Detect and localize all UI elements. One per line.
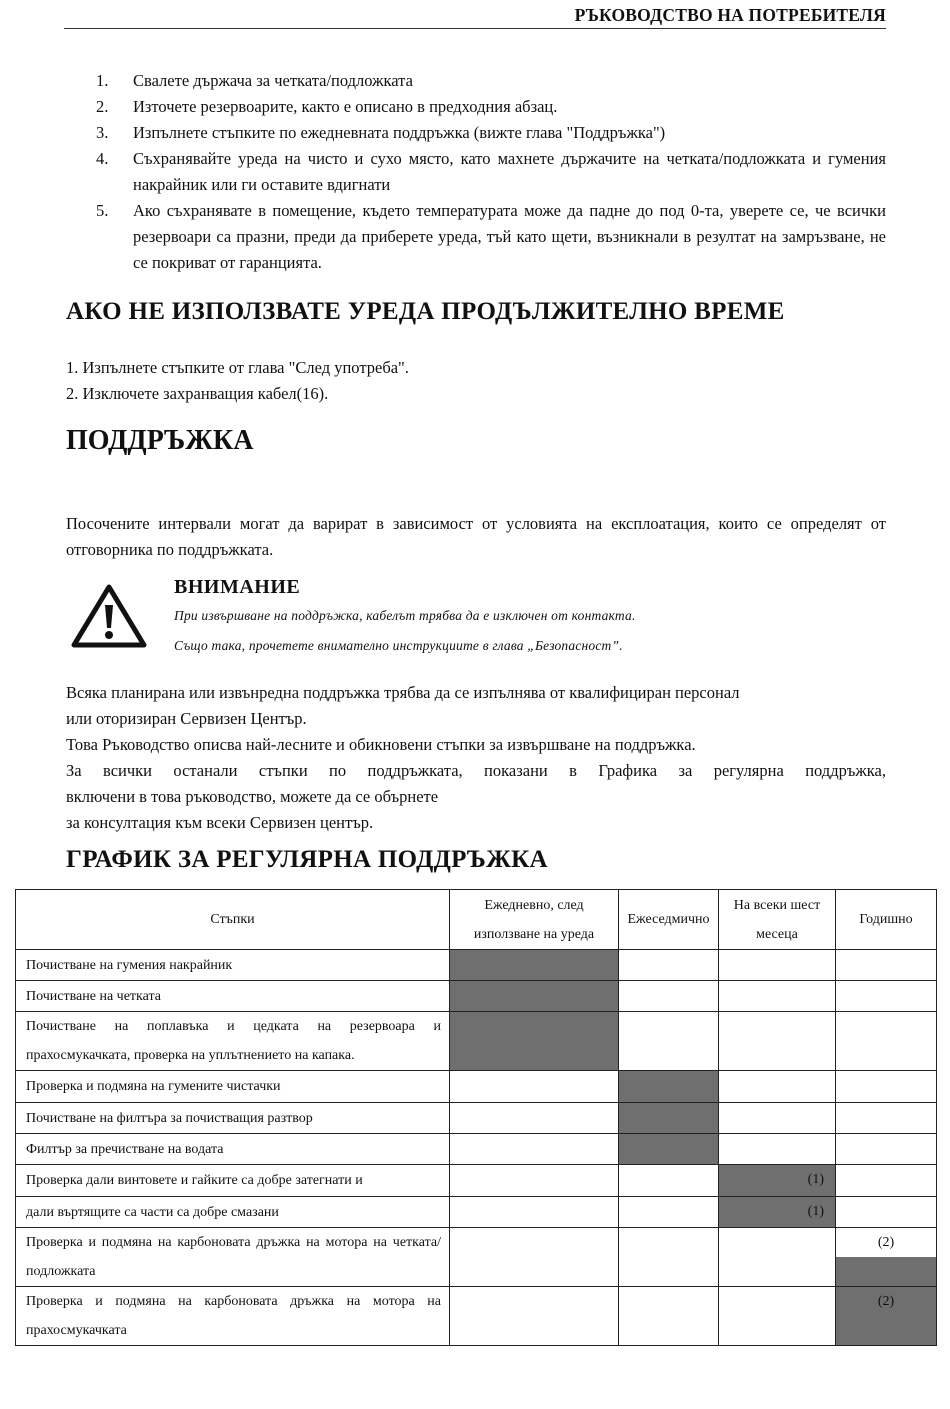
table-cell (836, 1071, 937, 1103)
row-label: Филтър за пречистване на водата (16, 1134, 450, 1165)
maintenance-heading: ПОДДРЪЖКА (66, 425, 254, 456)
body-line: За всички останали стъпки по поддръжката, показани в Графика за регулярна поддръжка, (66, 761, 886, 780)
warning-line: Също така, прочетете внимателно инструкциите в глава „Безопасност”. (174, 638, 623, 653)
list-item-number: 5. (96, 201, 109, 220)
unused-section-list (66, 355, 886, 407)
row-label: Почистване на четката (16, 981, 450, 1012)
table-cell (836, 1103, 937, 1134)
table-cell (619, 950, 719, 981)
list-item (96, 68, 886, 94)
list-item (96, 94, 886, 120)
table-row (16, 1165, 937, 1197)
table-cell (836, 1165, 937, 1197)
table-cell (619, 1287, 719, 1346)
table-cell (450, 1228, 619, 1287)
list-item-number: 3. (96, 123, 109, 142)
row-label: Проверка дали винтовете и гайките са добре затегнати и (16, 1165, 450, 1197)
table-cell (836, 1012, 937, 1071)
column-header-yearly: Годишно (836, 890, 937, 950)
table-row (16, 1287, 937, 1346)
warning-triangle-icon (70, 583, 148, 649)
list-item: 1. Изпълнете стъпките от глава "След употреба". (66, 358, 409, 377)
table-cell (450, 1197, 619, 1228)
list-item-text: Ако съхранявате в помещение, където температурата може да падне до под 0-та, уверете се, че всички резервоари са празни, преди да приберете уреда, тъй като щети, възникнали в резултат на замръзване, не се покриват от гаранцията. (133, 201, 886, 272)
schedule-mark-yearly: (2) (836, 1287, 937, 1346)
row-label: дали въртящите са части са добре смазани (16, 1197, 450, 1228)
body-line: за консултация към всеки Сервизен център. (66, 813, 374, 832)
column-header-half-year: На всеки шест месеца (719, 890, 836, 950)
list-item-number: 1. (96, 71, 109, 90)
table-cell (836, 1134, 937, 1165)
table-cell (619, 1012, 719, 1071)
table-row (16, 1071, 937, 1103)
table-cell (619, 981, 719, 1012)
list-item-text: Източете резервоарите, както е описано в предходния абзац. (133, 97, 558, 116)
table-cell (619, 1197, 719, 1228)
table-cell (836, 981, 937, 1012)
table-row (16, 981, 937, 1012)
body-line: Всяка планирана или извънредна поддръжка трябва да се изпълнява от квалифициран персонал (66, 683, 740, 702)
table-row (16, 1228, 937, 1287)
table-cell (450, 1165, 619, 1197)
table-cell (836, 1197, 937, 1228)
schedule-mark-weekly (619, 1134, 719, 1165)
maintenance-body (66, 680, 886, 836)
row-label: Почистване на филтъра за почистващия разтвор (16, 1103, 450, 1134)
table-row (16, 1012, 937, 1071)
table-cell (719, 1012, 836, 1071)
unused-section-heading: АКО НЕ ИЗПОЛЗВАТЕ УРЕДА ПРОДЪЛЖИТЕЛНО ВРЕМЕ (66, 298, 785, 325)
schedule-mark-yearly (836, 1228, 937, 1287)
list-item-number: 2. (96, 97, 109, 116)
table-row (16, 1134, 937, 1165)
schedule-mark-weekly (619, 1071, 719, 1103)
shaded-fill (836, 1257, 936, 1286)
column-header-weekly: Ежеседмично (619, 890, 719, 950)
schedule-mark-half-year: (1) (719, 1197, 836, 1228)
storage-steps-list (96, 68, 886, 276)
table-cell (719, 1071, 836, 1103)
body-line: включени в това ръководство, можете да се обърнете (66, 787, 439, 806)
schedule-mark-daily (450, 1012, 619, 1071)
column-header-steps: Стъпки (16, 890, 450, 950)
schedule-heading: ГРАФИК ЗА РЕГУЛЯРНА ПОДДРЪЖКА (66, 846, 548, 873)
warning-line: При извършване на поддръжка, кабелът трябва да е изключен от контакта. (174, 608, 636, 623)
list-item-text: Съхранявайте уреда на чисто и сухо място, като махнете държачите на четката/подложката и гумения накрайник или ги оставите вдигнати (133, 149, 886, 194)
table-cell (719, 1103, 836, 1134)
maintenance-schedule-table (15, 889, 937, 1346)
schedule-mark-daily (450, 950, 619, 981)
row-label: Проверка и подмяна на карбоновата дръжка на мотора на четката/подложката (16, 1228, 450, 1287)
list-item (96, 146, 886, 198)
list-item (96, 120, 886, 146)
list-item-text: Изпълнете стъпките по ежедневната поддръжка (вижте глава "Поддръжка") (133, 123, 666, 142)
table-cell (619, 1228, 719, 1287)
warning-title: ВНИМАНИЕ (174, 576, 301, 598)
table-cell (450, 1071, 619, 1103)
table-row (16, 950, 937, 981)
schedule-mark-weekly (619, 1103, 719, 1134)
table-row (16, 1103, 937, 1134)
table-cell (719, 981, 836, 1012)
table-cell (719, 1228, 836, 1287)
schedule-mark-half-year: (1) (719, 1165, 836, 1197)
table-cell (719, 1134, 836, 1165)
list-item-number: 4. (96, 149, 109, 168)
list-item: 2. Изключете захранващия кабел(16). (66, 384, 329, 403)
list-item (96, 198, 886, 276)
table-cell (450, 1103, 619, 1134)
table-cell (450, 1287, 619, 1346)
list-item-text: Свалете държача за четката/подложката (133, 71, 413, 90)
schedule-mark-daily (450, 981, 619, 1012)
table-cell (719, 1287, 836, 1346)
header-title: РЪКОВОДСТВО НА ПОТРЕБИТЕЛЯ (574, 5, 886, 25)
body-line: Това Ръководство описва най-лесните и обикновени стъпки за извършване на поддръжка. (66, 735, 696, 754)
table-cell (450, 1134, 619, 1165)
note-text: (2) (877, 1235, 895, 1250)
row-label: Проверка и подмяна на гумените чистачки (16, 1071, 450, 1103)
row-label: Проверка и подмяна на карбоновата дръжка на мотора на прахосмукачката (16, 1287, 450, 1346)
row-label: Почистване на гумения накрайник (16, 950, 450, 981)
row-label: Почистване на поплавъка и цедката на резервоара и прахосмукачката, проверка на уплътнението на капака. (16, 1012, 450, 1071)
table-row (16, 1197, 937, 1228)
table-cell (836, 950, 937, 981)
table-cell (619, 1165, 719, 1197)
table-cell (719, 950, 836, 981)
maintenance-intro: Посочените интервали могат да варират в зависимост от условията на експлоатация, които се определят от отговорника по поддръжката. (66, 514, 886, 559)
body-line: или оторизиран Сервизен Център. (66, 709, 307, 728)
column-header-daily: Ежедневно, след използване на уреда (450, 890, 619, 950)
header-rule (64, 28, 886, 29)
